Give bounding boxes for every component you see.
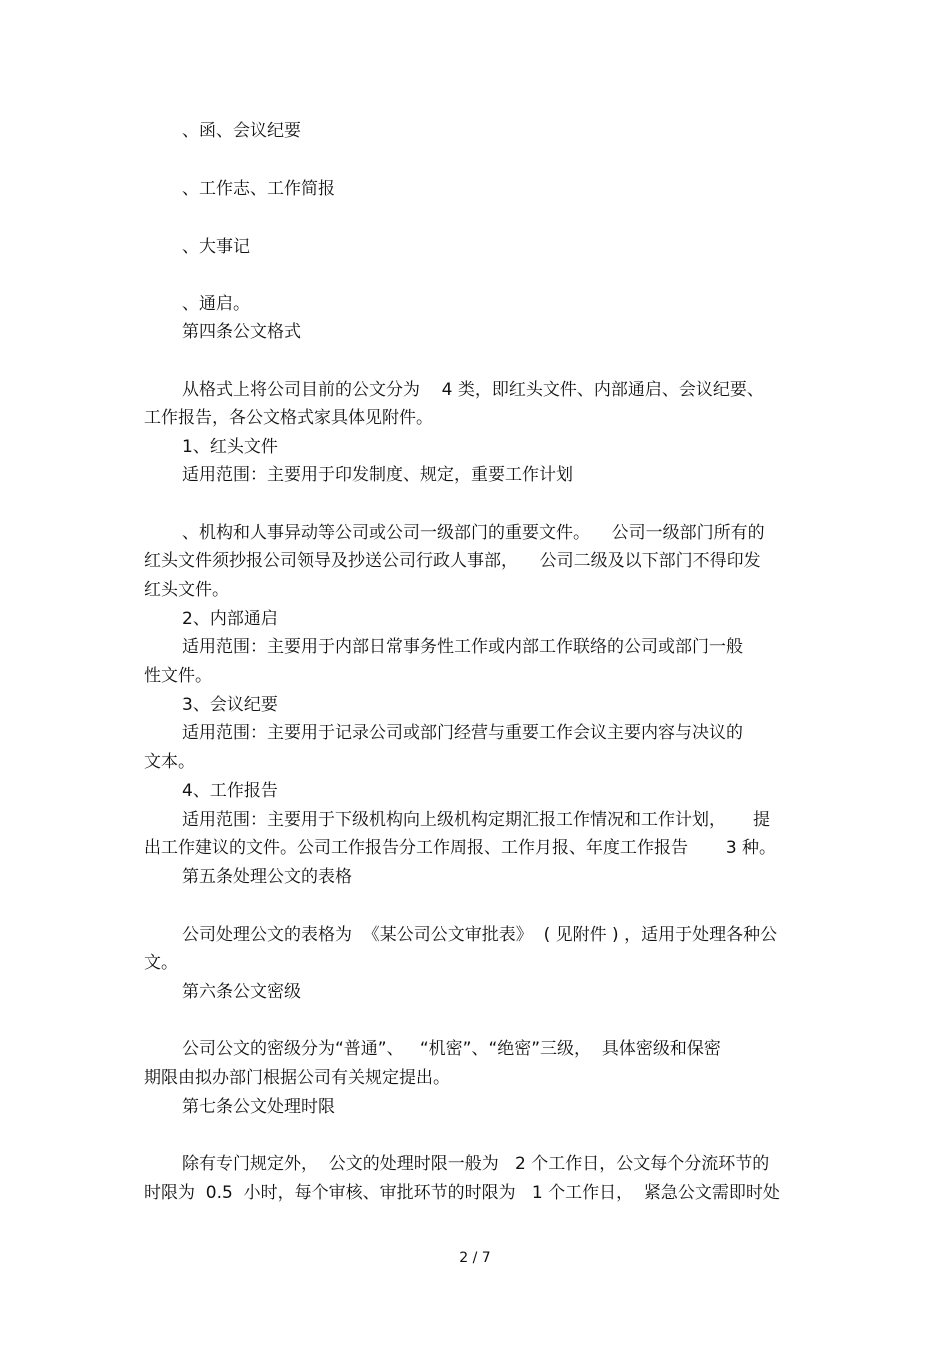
list-item-heading: 1、红头文件 [182,437,278,457]
text-line: 、函、会议纪要 [182,121,301,141]
text-line: 时限为 0.5 小时，每个审核、审批环节的时限为 1 个工作日， 紧急公文需即时处 [144,1183,780,1203]
text-line: 出工作建议的文件。公司工作报告分工作周报、工作月报、年度工作报告 3 种。 [144,838,777,858]
list-item-heading: 2、内部通启 [182,609,278,629]
list-item-heading: 4、工作报告 [182,781,278,801]
text-line: 工作报告，各公文格式家具体见附件。 [144,408,433,428]
text-line: 公司公文的密级分为“普通”、 “机密”、“绝密”三级， 具体密级和保密 [182,1039,721,1059]
text-line: 适用范围：主要用于内部日常事务性工作或内部工作联络的公司或部门一般 [182,637,743,657]
page-number: 2 / 7 [459,1250,491,1266]
text-line: 除有专门规定外， 公文的处理时限一般为 2 个工作日，公文每个分流环节的 [182,1154,770,1174]
text-line: 红头文件须抄报公司领导及抄送公司行政人事部， 公司二级及以下部门不得印发 [144,551,761,571]
text-line: 红头文件。 [144,580,229,600]
text-line: 、通启。 [182,294,250,314]
section-heading: 第七条公文处理时限 [182,1097,335,1117]
text-line: 文。 [144,953,178,973]
text-line: 适用范围：主要用于印发制度、规定，重要工作计划 [182,465,573,485]
text-line: 、大事记 [182,237,250,257]
text-line: 适用范围：主要用于下级机构向上级机构定期汇报工作情况和工作计划， 提 [182,810,771,830]
text-line: 文本。 [144,752,195,772]
section-heading: 第六条公文密级 [182,982,301,1002]
text-line: 性文件。 [144,666,212,686]
text-line: 、工作志、工作简报 [182,179,335,199]
text-line: 期限由拟办部门根据公司有关规定提出。 [144,1068,450,1088]
text-line: 公司处理公文的表格为 《某公司公文审批表》 ( 见附件 ) ，适用于处理各种公 [182,925,778,945]
text-line: 适用范围：主要用于记录公司或部门经营与重要工作会议主要内容与决议的 [182,723,743,743]
section-heading: 第五条处理公文的表格 [182,867,352,887]
section-heading: 第四条公文格式 [182,322,301,342]
text-line: 从格式上将公司目前的公文分为 4 类，即红头文件、内部通启、会议纪要、 [182,380,764,400]
text-line: 、机构和人事异动等公司或公司一级部门的重要文件。 公司一级部门所有的 [182,523,765,543]
list-item-heading: 3、会议纪要 [182,695,278,715]
